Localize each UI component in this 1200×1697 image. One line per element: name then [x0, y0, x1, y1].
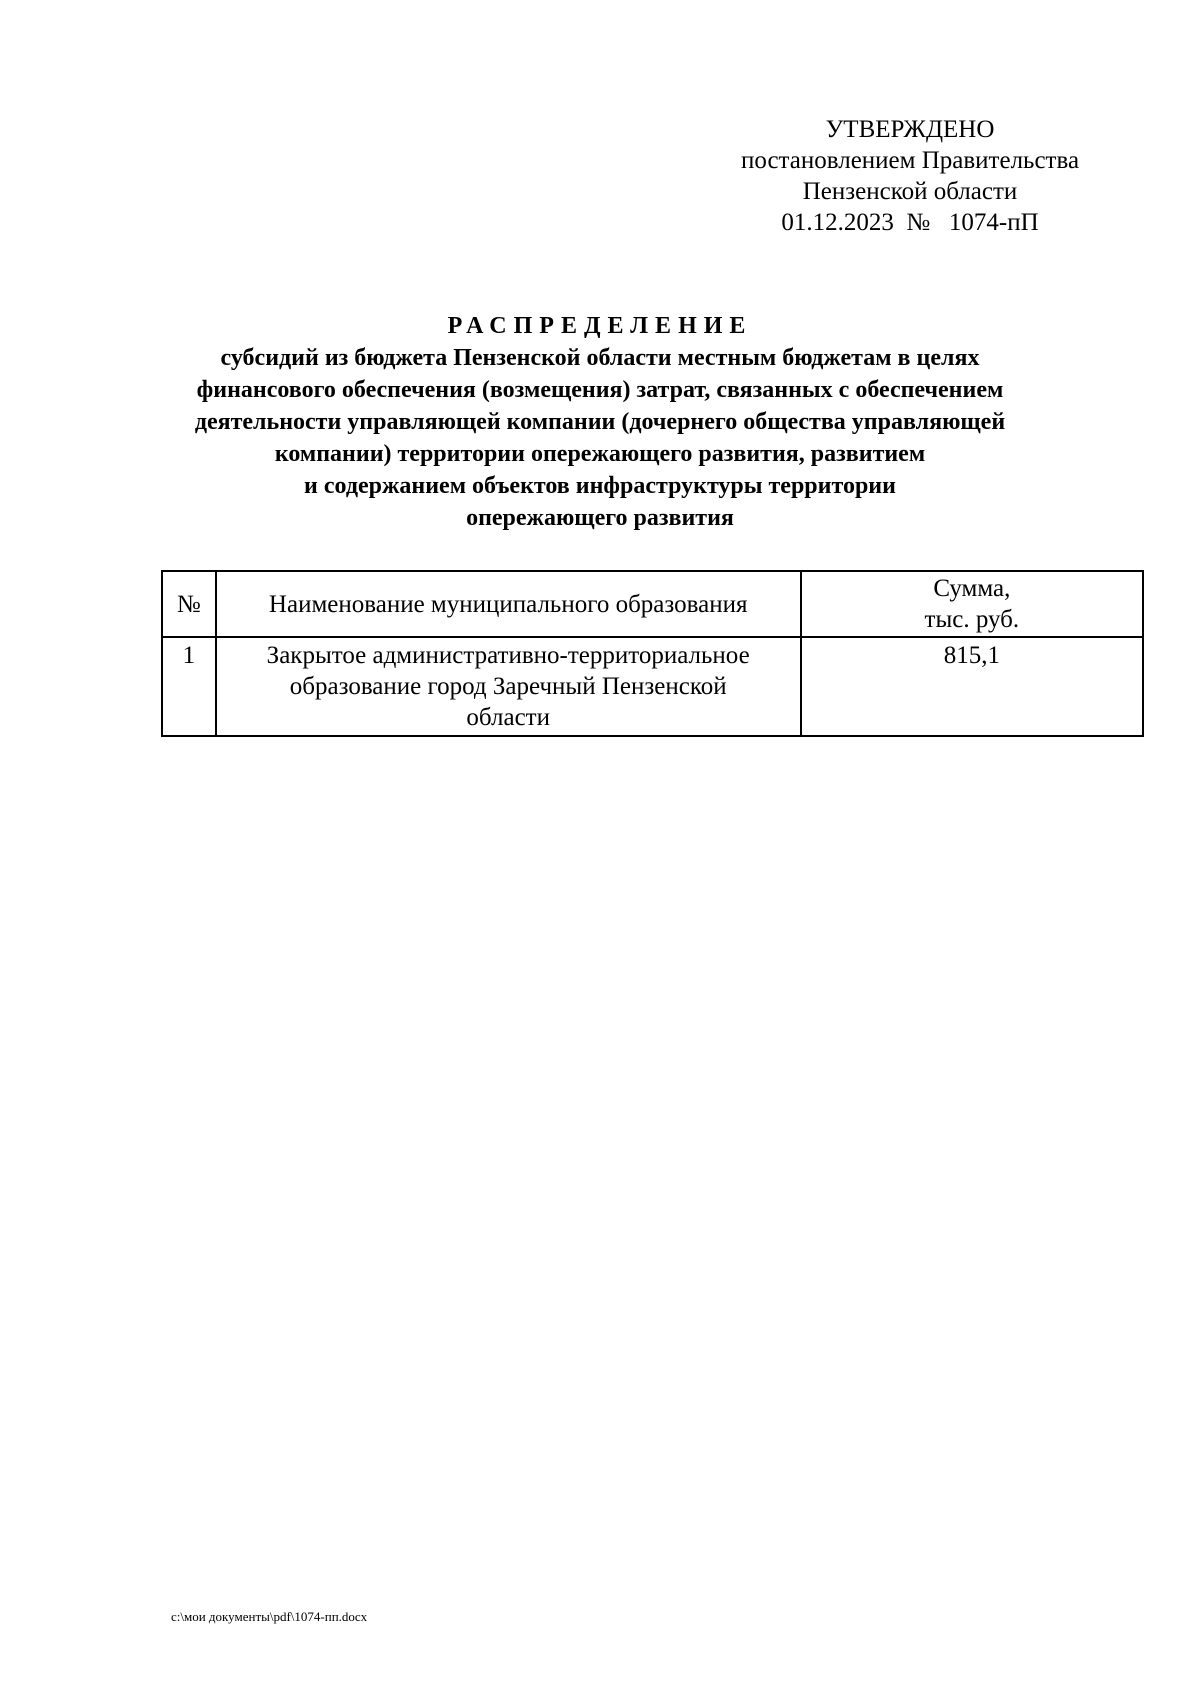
table-row	[162, 637, 1143, 736]
cell-municipality-line: области	[466, 704, 550, 731]
document-subtitle	[150, 342, 1050, 534]
distribution-table	[161, 570, 1144, 737]
table-header-row	[162, 571, 1143, 637]
file-path-footer: c:\мои документы\pdf\1074-пп.docx	[171, 1609, 368, 1624]
header-municipality: Наименование муниципального образования	[216, 571, 801, 637]
subtitle-line: и содержанием объектов инфраструктуры территории	[304, 473, 896, 499]
header-sum-line: Сумма,	[933, 575, 1011, 602]
header-number: №	[162, 571, 216, 637]
cell-municipality	[216, 637, 801, 736]
cell-number: 1	[162, 637, 216, 736]
subtitle-line: субсидий из бюджета Пензенской области местным бюджетам в целях	[220, 345, 980, 371]
document-title: РАСПРЕДЕЛЕНИЕ	[447, 313, 753, 339]
cell-sum: 815,1	[801, 637, 1143, 736]
approval-issuer: постановлением Правительства	[740, 147, 1080, 174]
document-heading	[150, 310, 1050, 534]
cell-municipality-line: образование город Заречный Пензенской	[289, 673, 727, 700]
cell-municipality-line: Закрытое административно-территориальное	[266, 642, 750, 669]
approval-date-number: 01.12.2023 № 1074-пП	[781, 209, 1039, 236]
subtitle-line: компании) территории опережающего развития, развитием	[274, 441, 926, 467]
approval-stamp	[640, 114, 1180, 238]
header-sum	[801, 571, 1143, 637]
header-sum-line: тыс. руб.	[924, 606, 1020, 633]
approval-region: Пензенской области	[802, 178, 1018, 205]
subtitle-line: опережающего развития	[466, 505, 734, 531]
subtitle-line: деятельности управляющей компании (дочернего общества управляющей	[194, 409, 1006, 435]
subtitle-line: финансового обеспечения (возмещения) затрат, связанных с обеспечением	[196, 377, 1004, 403]
approval-title: УТВЕРЖДЕНО	[825, 116, 995, 143]
